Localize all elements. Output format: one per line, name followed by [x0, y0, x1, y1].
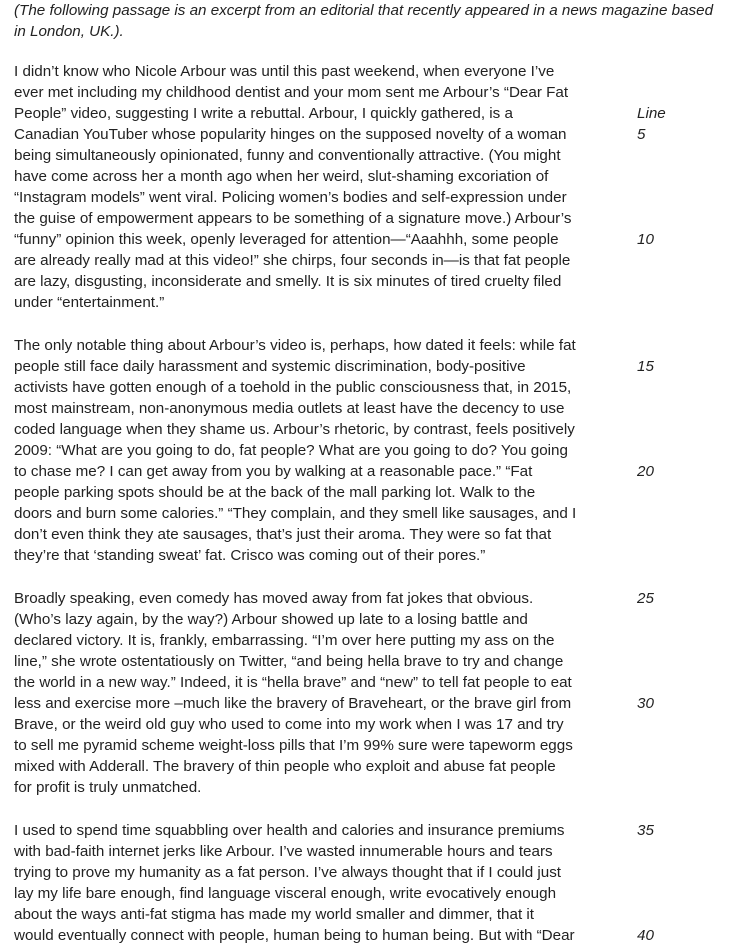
line-number: 40 — [637, 927, 654, 943]
passage-line: “Instagram models” went viral. Policing women’s bodies and self-expression under — [14, 189, 567, 206]
line-number: 30 — [637, 695, 654, 712]
passage-line: are lazy, disgusting, inconsiderate and smelly. It is six minutes of tired cruelty filed — [14, 273, 562, 290]
line-number: 10 — [637, 231, 654, 248]
passage-line: 2009: “What are you going to do, fat people? What are you going to do? You going — [14, 442, 568, 459]
passage-line: lay my life bare enough, find language visceral enough, write evocatively enough — [14, 885, 557, 902]
passage-line: they’re that ‘standing sweat’ fat. Crisco was coming out of their pores.” — [14, 547, 486, 564]
line-number: Line — [637, 105, 666, 122]
passage-line: with bad-faith internet jerks like Arbour. I’ve wasted innumerable hours and tears — [14, 843, 553, 860]
passage-line: are already really mad at this video!” she chirps, four seconds in—is that fat people — [14, 252, 571, 269]
passage-line: to chase me? I can get away from you by walking at a reasonable pace.” “Fat — [14, 463, 533, 480]
line-number: 20 — [637, 463, 654, 480]
intro-line: (The following passage is an excerpt from an editorial that recently appeared in a news magazine based — [14, 2, 714, 19]
passage-line: people parking spots should be at the back of the mall parking lot. Walk to the — [14, 484, 536, 501]
passage-line: trying to prove my humanity as a fat person. I’ve always thought that if I could just — [14, 864, 562, 881]
passage-line: line,” she wrote ostentatiously on Twitter, “and being hella brave to try and change — [14, 653, 564, 670]
passage-line: have come across her a month ago when her weird, slut-shaming excoriation of — [14, 168, 549, 185]
passage-line: to sell me pyramid scheme weight-loss pills that I’m 99% sure were tapeworm eggs — [14, 737, 573, 754]
line-number: 5 — [637, 126, 646, 143]
passage-line: the guise of empowerment appears to be something of a signature move.) Arbour’s — [14, 210, 572, 227]
passage-line: being simultaneously opinionated, funny and conventionally attractive. (You might — [14, 147, 561, 164]
passage-line: less and exercise more –much like the bravery of Braveheart, or the brave girl from — [14, 695, 572, 712]
intro-line: in London, UK.). — [14, 23, 124, 40]
passage-line: Canadian YouTuber whose popularity hinges on the supposed novelty of a woman — [14, 126, 567, 143]
passage-line: doors and burn some calories.” “They complain, and they smell like sausages, and I — [14, 505, 577, 522]
passage-line: The only notable thing about Arbour’s video is, perhaps, how dated it feels: while fat — [14, 337, 576, 354]
passage-line: declared victory. It is, frankly, embarrassing. “I’m over here putting my ass on the — [14, 632, 555, 649]
passage-line: ever met including my childhood dentist and your mom sent me Arbour’s “Dear Fat — [14, 84, 569, 101]
passage-line: People” video, suggesting I write a rebuttal. Arbour, I quickly gathered, is a — [14, 105, 513, 122]
passage-line: Broadly speaking, even comedy has moved away from fat jokes that obvious. — [14, 590, 534, 607]
passage-line: would eventually connect with people, human being to human being. But with “Dear — [14, 927, 575, 943]
passage-line: people still face daily harassment and systemic discrimination, body-positive — [14, 358, 526, 375]
passage-line: mixed with Adderall. The bravery of thin people who exploit and abuse fat people — [14, 758, 556, 775]
passage-line: coded language when they shame us. Arbour’s rhetoric, by contrast, feels positively — [14, 421, 575, 438]
passage-line: “funny” opinion this week, openly leveraged for attention—“Aaahhh, some people — [14, 231, 559, 248]
passage-line: don’t even think they ate sausages, that’s just their aroma. They were so fat that — [14, 526, 552, 543]
passage-line: about the ways anti-fat stigma has made my world smaller and dimmer, that it — [14, 906, 534, 923]
passage-line: most mainstream, non-anonymous media outlets at least have the decency to use — [14, 400, 565, 417]
passage-line: Brave, or the weird old guy who used to come into my work when I was 17 and try — [14, 716, 564, 733]
passage-line: under “entertainment.” — [14, 294, 165, 311]
passage-line: I didn’t know who Nicole Arbour was until this past weekend, when everyone I’ve — [14, 63, 555, 80]
passage-line: for profit is truly unmatched. — [14, 779, 202, 796]
line-number: 35 — [637, 822, 654, 839]
passage-line: I used to spend time squabbling over health and calories and insurance premiums — [14, 822, 565, 839]
passage-line: the world in a new way.” Indeed, it is “hella brave” and “new” to tell fat people to eat — [14, 674, 572, 691]
intro-note — [14, 0, 713, 42]
passage-line: (Who’s lazy again, by the way?) Arbour showed up late to a losing battle and — [14, 611, 528, 628]
line-number: 15 — [637, 358, 654, 375]
passage-line: activists have gotten enough of a toehold in the public consciousness that, in 2015, — [14, 379, 572, 396]
line-number: 25 — [637, 590, 654, 607]
